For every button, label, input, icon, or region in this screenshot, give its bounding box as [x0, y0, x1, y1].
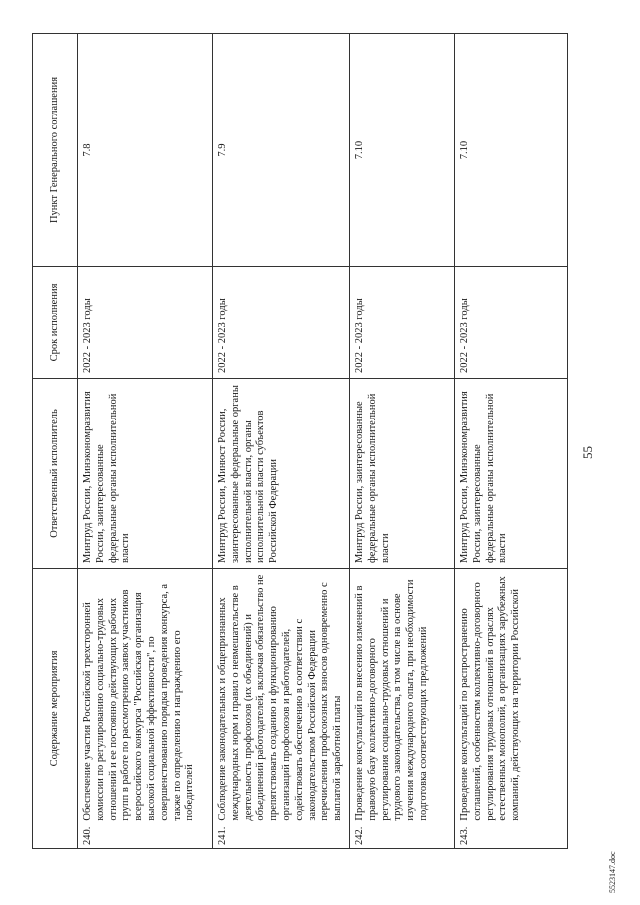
page-number: 55 — [580, 446, 595, 459]
executor-cell: Минтруд России, заинтересованные федеральные органы исполнительной власти — [349, 379, 454, 569]
table-row — [213, 34, 350, 849]
term-cell: 2022 - 2023 годы — [349, 267, 454, 379]
measure-content: Проведение консультаций по распространению соглашений, особенностям коллективно-договорного регулирования трудовых отношений в отраслях естественных монополий, в организациях зарубежных компаний, действующих на территории Российской — [458, 576, 522, 821]
term-cell: 2022 - 2023 годы — [213, 267, 350, 379]
term-cell: 2022 - 2023 годы — [454, 267, 567, 379]
table-row — [78, 34, 213, 849]
measure-content-cell — [78, 569, 213, 849]
measure-content-cell — [454, 569, 567, 849]
clause-cell: 7.10 — [454, 34, 567, 267]
table-header-row — [33, 34, 78, 849]
row-number: 241. — [217, 826, 228, 845]
clause-cell: 7.10 — [349, 34, 454, 267]
clause-cell: 7.9 — [213, 34, 350, 267]
clause-cell: 7.8 — [78, 34, 213, 267]
executor-cell: Минтруд России, Минэкономразвития России, заинтересованные федеральные органы исполнительной власти — [454, 379, 567, 569]
document-code: 5523147.doc — [608, 851, 617, 893]
header-executor: Ответственный исполнитель — [33, 379, 78, 569]
table-row — [349, 34, 454, 849]
executor-cell: Минтруд России, Минюст России, заинтересованные федеральные органы исполнительной власти, органы исполнительной власти субъектов Российской Федерации — [213, 379, 350, 569]
table-row — [454, 34, 567, 849]
measure-content-cell — [213, 569, 350, 849]
measure-content-cell — [349, 569, 454, 849]
measures-table — [32, 33, 568, 849]
measure-content: Соблюдение законодательных и общепризнанных международных норм и правил о невмешательстве в деятельность профсоюзов (их объединений) и объединений работодателей, включая обязательство не препятствовать созданию и функционированию организаций профсоюзов и работодателей, содействовать обеспечению в соответствии с законодательством Российской Федерации перечисления профсоюзных взносов одновременно с выплатой заработной платы — [217, 574, 344, 821]
row-number: 242. — [353, 826, 365, 845]
executor-cell: Минтруд России, Минэкономразвития России, заинтересованные федеральные органы исполнительной власти — [78, 379, 213, 569]
header-term: Срок исполнения — [33, 267, 78, 379]
row-number: 240. — [82, 826, 93, 845]
header-clause: Пункт Генерального соглашения — [33, 34, 78, 267]
term-cell: 2022 - 2023 годы — [78, 267, 213, 379]
row-number: 243. — [458, 826, 470, 845]
measure-content: Проведение консультаций по внесению изменений в правовую базу коллективно-договорного регулирования социально-трудовых отношений и трудового законодательства, в том числе на основе изучения международного опыта, при необходимости подготовка соответствующих предложений — [353, 579, 429, 821]
header-content: Содержание мероприятия — [33, 569, 78, 849]
measure-content: Обеспечение участия Российской трехсторонней комиссии по регулированию социально-трудовых отношений и ее постоянно действующих рабочих групп в работе по рассмотрению заявок участников всероссийского конкурса "Российская организация высокой социальной эффективности", по совершенствованию порядка проведения конкурса, а также по определению и награждению его победителей — [82, 583, 196, 821]
